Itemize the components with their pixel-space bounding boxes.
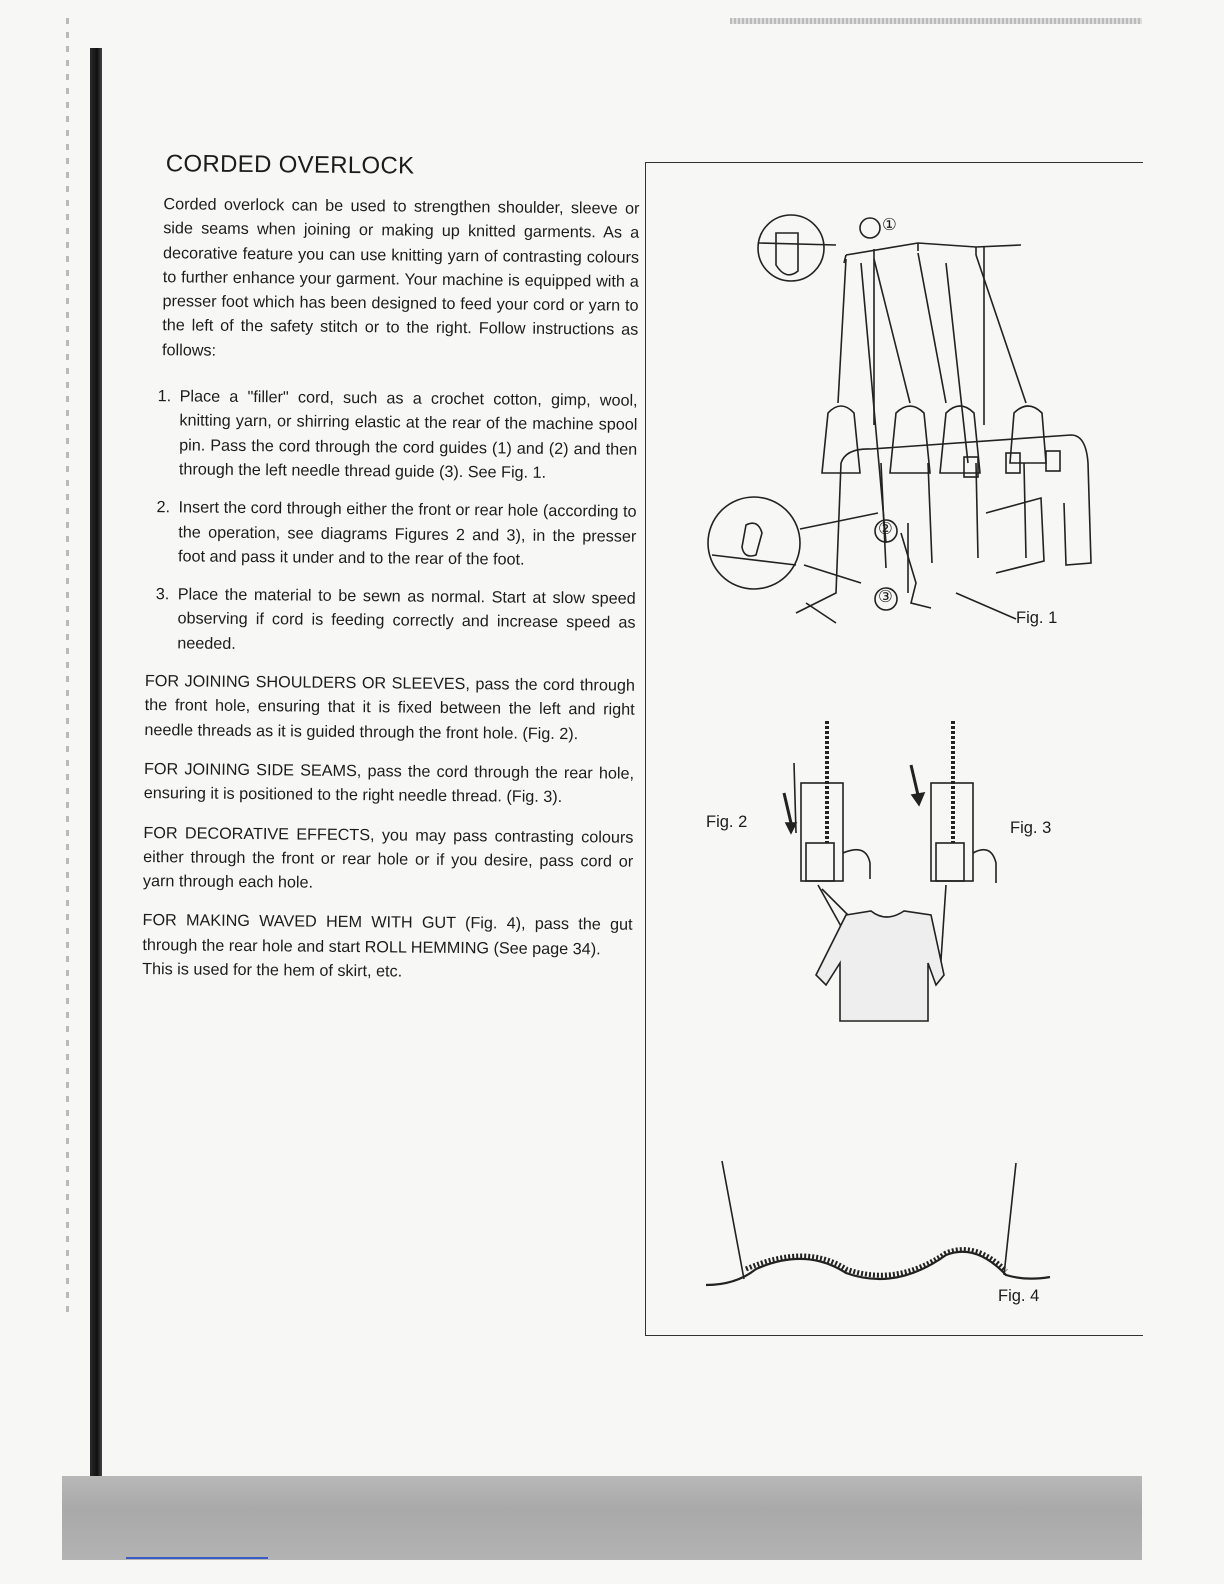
- fig-3-label: Fig. 3: [1010, 819, 1052, 837]
- binding-shadow: [62, 18, 114, 1578]
- intro-paragraph: Corded overlock can be used to strengthen shoulder, sleeve or side seams when joining or making up knitted garments. As a decorative feature you can use knitting yarn of contrasting colours to further enhance your garment. Your machine is equipped with a presser foot which has been designed to feed your cord or yarn to the left of the safety stitch or to the right. Follow instructions as follows:: [161, 195, 640, 360]
- callout-2-label: ②: [878, 520, 893, 538]
- steps-list: [141, 384, 638, 660]
- scan-bottom-band: [62, 1476, 1142, 1560]
- step-text: Insert the cord through either the front or rear hole (according to the operation, see diagrams Figures 2 and 3), in the presser foot and pass it under and to the rear of the foot.: [178, 498, 637, 569]
- note-tail: This is used for the hem of skirt, etc.: [142, 960, 403, 981]
- note-decorative: FOR DECORATIVE EFFECTS, you may pass contrasting colours either through the front or rear hole or if you desire, pass cord or yarn through each hole.: [142, 823, 634, 892]
- sweater-icon: [816, 911, 944, 1021]
- note-shoulders: FOR JOINING SHOULDERS OR SLEEVES, pass the cord through the front hole, ensuring that it is fixed between the left and right needle threads as it is guided through the front hole. (Fig. 2).: [144, 672, 635, 743]
- presser-foot-front-icon: [784, 721, 870, 881]
- step-item: [143, 384, 638, 486]
- overlock-machine-icon: [796, 243, 1091, 623]
- guide-detail-icon: [758, 215, 824, 281]
- step-item: [142, 495, 637, 573]
- step-text: Place a "filler" cord, such as a crochet cotton, gimp, wool, knitting yarn, or shirring elastic at the rear of the machine spool pin. Pass the cord through the cord guides (1) and (2) and then through the left needle thread guide (3). See Fig. 1.: [178, 387, 638, 482]
- note-waved-hem: FOR MAKING WAVED HEM WITH GUT (Fig. 4), pass the gut through the rear hole and start ROLL HEMMING (See page 34).: [142, 911, 633, 959]
- step-number: 3.: [155, 585, 170, 604]
- note-side-seams: FOR JOINING SIDE SEAMS, pass the cord through the rear hole, ensuring it is positioned to the right needle thread. (Fig. 3).: [143, 759, 635, 807]
- step-number: 2.: [156, 498, 171, 517]
- figure-panel: [645, 162, 1143, 1336]
- scan-underline: [126, 1557, 268, 1559]
- fig-4-label: Fig. 4: [998, 1287, 1040, 1305]
- cord-guide-detail-icon: [708, 497, 800, 589]
- page-title: CORDED OVERLOCK: [165, 150, 415, 180]
- step-item: [141, 582, 636, 660]
- step-number: 1.: [157, 387, 172, 406]
- callout-1-label: ①: [882, 216, 897, 234]
- presser-foot-rear-icon: [911, 721, 996, 883]
- fig-2-label: Fig. 2: [706, 813, 748, 831]
- step-text: Place the material to be sewn as normal. Start at slow speed observing if cord is feeding correctly and increase speed as needed.: [177, 585, 636, 653]
- callout-3-label: ③: [878, 588, 893, 606]
- figures-illustration: [646, 163, 1144, 1337]
- scan-top-rule: [730, 18, 1142, 24]
- fig-1-label: Fig. 1: [1016, 609, 1058, 627]
- text-column: [138, 150, 640, 986]
- callout-1-icon: [860, 218, 880, 238]
